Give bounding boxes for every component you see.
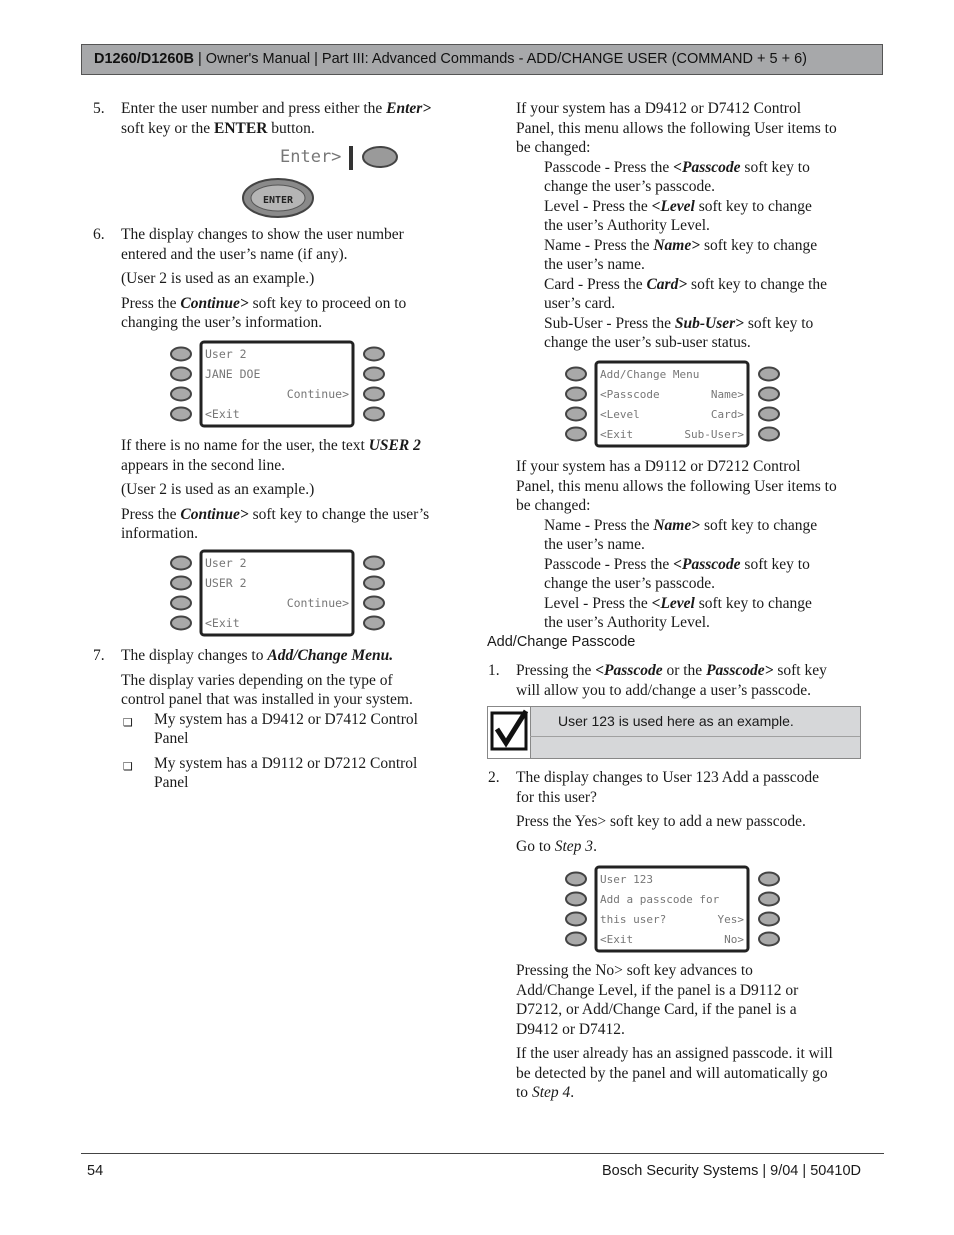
text: soft key to change	[694, 594, 812, 612]
lcd-line: Name>	[710, 388, 744, 401]
footer-rule	[81, 1153, 884, 1154]
lcd-line: <Exit	[205, 616, 240, 630]
text: Passcode - Press the	[544, 555, 674, 573]
note-box	[487, 706, 861, 759]
text: Press the	[121, 294, 181, 312]
text: button.	[267, 119, 315, 137]
text: Passcode - Press the	[544, 158, 674, 176]
lcd-line: USER 2	[205, 576, 247, 590]
text: Panel, this menu allows the following User items to	[516, 477, 837, 495]
enter-button-label: ENTER	[262, 195, 294, 206]
text: soft key to change the	[687, 275, 828, 293]
oval-key-icon	[363, 147, 397, 167]
keypad-display-4	[562, 865, 784, 953]
d9112-intro	[516, 457, 876, 633]
text: to	[516, 1084, 532, 1101]
step-6-continued	[121, 436, 481, 544]
text: Panel, this menu allows the following User items to	[516, 119, 837, 137]
text: Level - Press the	[544, 197, 652, 215]
text: the user’s Authority Level.	[544, 614, 710, 631]
name-softkey-ref: Name>	[653, 516, 701, 534]
keypad-display-1	[167, 340, 389, 428]
text: Add/Change Level, if the panel is a D9112 or	[516, 981, 799, 999]
lcd-line: <Passcode	[600, 388, 660, 401]
passcode-softkey-ref: <Passcode	[595, 662, 663, 679]
lcd-line: Yes>	[717, 913, 744, 926]
text: The display changes to	[121, 647, 268, 664]
text: Press the	[121, 505, 181, 523]
text: entered and the user’s name (if any).	[121, 245, 348, 263]
header-model: D1260/D1260B	[94, 51, 194, 67]
continue-softkey-ref: Continue>	[180, 294, 249, 312]
text: Pressing the	[516, 662, 596, 679]
lcd-line: No>	[724, 933, 744, 946]
passcode-softkey-ref: <Passcode	[673, 158, 741, 176]
lcd-line: <Level	[600, 408, 640, 421]
text: change the user’s sub-user status.	[544, 334, 751, 351]
text: Panel	[154, 730, 189, 747]
text: Enter the user number and press either the	[121, 100, 387, 117]
text: be detected by the panel and will automatically go	[516, 1064, 828, 1082]
subuser-softkey-ref: Sub-User>	[674, 314, 744, 332]
text: the user’s name.	[544, 256, 645, 273]
lcd-line: Continue>	[286, 387, 349, 401]
text: change the user’s passcode.	[544, 178, 716, 195]
text: appears in the second line.	[121, 456, 285, 474]
text: soft key to change	[700, 236, 818, 254]
checkbox-icon: ❑	[123, 715, 133, 729]
lcd-line: Add/Change Menu	[600, 368, 700, 381]
text: information.	[121, 525, 199, 542]
checklist-item	[93, 710, 473, 749]
text: My system has a D9412 or D7412 Control	[154, 710, 418, 728]
keypad-display-3	[562, 360, 784, 448]
text: D9412 or D7412.	[516, 1020, 625, 1038]
text: .	[570, 1084, 575, 1101]
step-7	[93, 646, 473, 793]
lcd-line: User 2	[205, 556, 247, 570]
lcd-line: Continue>	[286, 596, 349, 610]
text: soft key to change	[694, 197, 812, 215]
step-6	[93, 225, 473, 333]
header-title: | Owner's Manual | Part III: Advanced Commands - ADD/CHANGE USER (COMMAND + 5 + 6)	[193, 51, 808, 67]
text: If there is no name for the user, the text	[121, 437, 369, 454]
passcode-step-1	[488, 661, 868, 700]
lcd-line: User 123	[600, 873, 653, 886]
user-2-ref: USER 2	[368, 437, 421, 454]
level-softkey-ref: <Level	[651, 594, 695, 612]
lcd-line: <Exit	[600, 933, 634, 946]
passcode-softkey-ref: Passcode>	[706, 662, 774, 679]
keypad-display-2	[167, 549, 389, 637]
text: be changed:	[516, 497, 591, 514]
page-number: 54	[87, 1163, 104, 1179]
d9412-intro	[516, 99, 876, 353]
step-ref: Step 4	[531, 1084, 571, 1101]
text: D7212, or Add/Change Card, if the panel is a	[516, 1001, 797, 1018]
text: If your system has a D9412 or D7412 Control	[516, 100, 801, 117]
text: soft key to	[740, 158, 810, 176]
text: If your system has a D9112 or D7212 Control	[516, 458, 801, 475]
text: change the user’s passcode.	[544, 575, 716, 592]
checklist-item	[93, 754, 473, 793]
text: the user’s name.	[544, 536, 645, 553]
text: (User 2 is used as an example.)	[121, 270, 315, 287]
text: for this user?	[516, 788, 597, 806]
lcd-line: this user?	[600, 913, 667, 926]
text: be changed:	[516, 139, 591, 156]
lcd-line: <Exit	[205, 407, 240, 421]
text: Go to	[516, 837, 555, 855]
option-list	[516, 516, 876, 633]
lcd-line: JANE DOE	[205, 367, 261, 381]
enter-softkey-text: Enter>	[280, 147, 342, 167]
text: the user’s Authority Level.	[544, 217, 710, 234]
text: The display varies depending on the type of	[121, 671, 393, 689]
text: Name - Press the	[544, 516, 654, 534]
text: soft key to	[740, 555, 810, 573]
text: control panel that was installed in your system.	[121, 691, 413, 708]
text: user’s card.	[544, 295, 616, 312]
checkbox-icon: ❑	[123, 759, 133, 773]
text: (User 2 is used as an example.)	[121, 481, 315, 498]
passcode-step-2	[488, 768, 868, 856]
enter-softkey-ref: Enter>	[386, 100, 432, 117]
text: soft key to change	[700, 516, 818, 534]
text: Press the Yes> soft key to add a new passcode.	[516, 813, 806, 830]
step-ref: Step 3	[554, 837, 594, 855]
text: Pressing the No> soft key advances to	[516, 962, 753, 979]
text: Level - Press the	[544, 594, 652, 612]
name-softkey-ref: Name>	[653, 236, 701, 254]
step-number: 7.	[93, 647, 105, 664]
text: soft key	[773, 662, 827, 679]
enter-button-ref: ENTER	[213, 119, 268, 137]
lcd-line: Add a passcode for	[600, 893, 720, 906]
passcode-step-2-continued	[516, 961, 876, 1103]
text: soft key or the	[121, 119, 214, 137]
running-header	[81, 44, 883, 75]
step-number: 1.	[488, 662, 500, 679]
step-5	[93, 99, 473, 138]
passcode-softkey-ref: <Passcode	[673, 555, 741, 573]
text: soft key to change the user’s	[248, 505, 430, 523]
add-change-menu-ref: Add/Change Menu.	[267, 647, 394, 664]
text: .	[593, 837, 597, 855]
text: soft key to proceed on to	[248, 294, 407, 312]
step-number: 6.	[93, 226, 105, 243]
text: Card - Press the	[544, 275, 647, 293]
lcd-line: Card>	[710, 408, 744, 421]
note-checkbox-icon	[488, 707, 531, 758]
text: changing the user’s information.	[121, 314, 323, 331]
lcd-line: User 2	[205, 347, 247, 361]
text: Panel	[154, 774, 189, 791]
card-softkey-ref: Card>	[646, 275, 688, 293]
text: Sub-User - Press the	[544, 314, 675, 332]
text: My system has a D9112 or D7212 Control	[154, 754, 418, 772]
section-heading: Add/Change Passcode	[487, 634, 636, 650]
text: If the user already has an assigned passcode. it will	[516, 1045, 833, 1062]
text: or the	[662, 662, 707, 679]
level-softkey-ref: <Level	[651, 197, 695, 215]
lcd-line: Sub-User>	[684, 428, 744, 441]
lcd-line: <Exit	[600, 428, 634, 441]
text: The display changes to show the user number	[121, 226, 404, 243]
enter-button-icon	[240, 176, 316, 220]
text: The display changes to User 123 Add a passcode	[516, 769, 820, 786]
continue-softkey-ref: Continue>	[180, 505, 249, 523]
option-list	[516, 158, 876, 353]
footer-publisher: Bosch Security Systems | 9/04 | 50410D	[602, 1163, 861, 1179]
text: Name - Press the	[544, 236, 654, 254]
note-text: User 123 is used here as an example.	[558, 713, 794, 729]
text: will allow you to add/change a user’s passcode.	[516, 681, 811, 699]
step-number: 5.	[93, 100, 105, 117]
text: soft key to	[744, 314, 814, 332]
step-number: 2.	[488, 769, 500, 786]
